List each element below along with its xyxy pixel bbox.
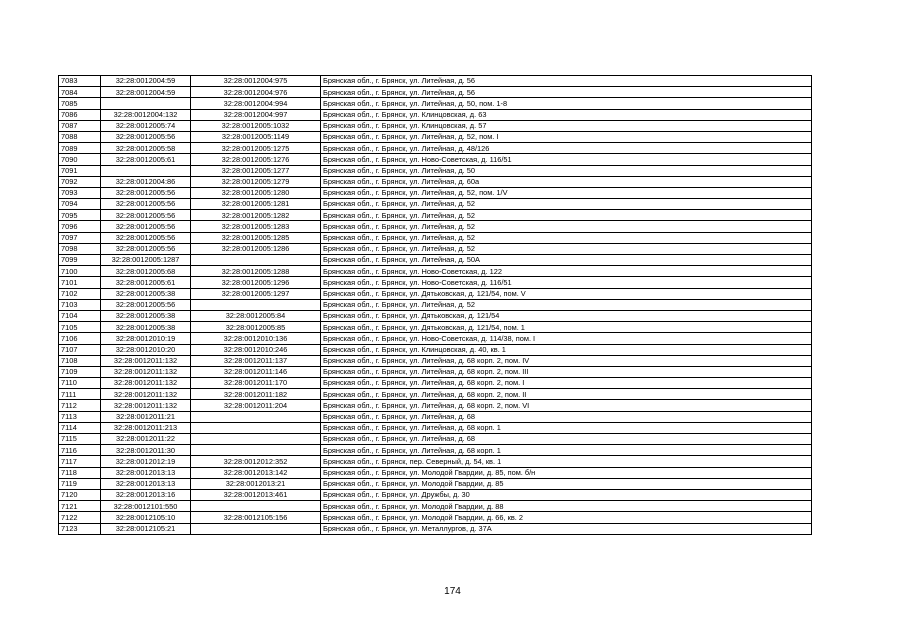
cadastral-number-cell: 32:28:0012012:352 bbox=[191, 456, 321, 467]
row-number-cell: 7095 bbox=[59, 210, 101, 221]
parent-cadastral-number-cell: 32:28:0012005:61 bbox=[101, 154, 191, 165]
row-number-cell: 7116 bbox=[59, 445, 101, 456]
cadastral-number-cell bbox=[191, 501, 321, 512]
table-row bbox=[59, 277, 812, 288]
table-row bbox=[59, 400, 812, 411]
cadastral-number-cell: 32:28:0012005:1280 bbox=[191, 187, 321, 198]
table-row bbox=[59, 389, 812, 400]
cadastral-number-cell: 32:28:0012005:1149 bbox=[191, 131, 321, 142]
table-row bbox=[59, 322, 812, 333]
parent-cadastral-number-cell: 32:28:0012005:56 bbox=[101, 131, 191, 142]
address-cell: Брянская обл., г. Брянск, ул. Литейная, д. 52, пом. 1/V bbox=[321, 187, 812, 198]
table-row bbox=[59, 333, 812, 344]
cadastral-number-cell: 32:28:0012013:21 bbox=[191, 478, 321, 489]
address-cell: Брянская обл., г. Брянск, ул. Клинцовская, д. 40, кв. 1 bbox=[321, 344, 812, 355]
table-row bbox=[59, 523, 812, 534]
parent-cadastral-number-cell: 32:28:0012004:132 bbox=[101, 109, 191, 120]
address-cell: Брянская обл., г. Брянск, ул. Дятьковская, д. 121/54, пом. 1 bbox=[321, 322, 812, 333]
row-number-cell: 7084 bbox=[59, 87, 101, 98]
address-cell: Брянская обл., г. Брянск, ул. Литейная, д. 52 bbox=[321, 243, 812, 254]
address-cell: Брянская обл., г. Брянск, ул. Молодой Гвардии, д. 66, кв. 2 bbox=[321, 512, 812, 523]
table-row bbox=[59, 478, 812, 489]
table-row bbox=[59, 411, 812, 422]
parent-cadastral-number-cell: 32:28:0012005:56 bbox=[101, 243, 191, 254]
address-cell: Брянская обл., г. Брянск, ул. Литейная, д. 68 bbox=[321, 411, 812, 422]
row-number-cell: 7104 bbox=[59, 310, 101, 321]
cadastral-number-cell: 32:28:0012105:156 bbox=[191, 512, 321, 523]
cadastral-number-cell: 32:28:0012004:997 bbox=[191, 109, 321, 120]
table-row bbox=[59, 221, 812, 232]
address-cell: Брянская обл., г. Брянск, ул. Литейная, д. 52 bbox=[321, 210, 812, 221]
address-cell: Брянская обл., г. Брянск, ул. Литейная, д. 68 корп. 1 bbox=[321, 445, 812, 456]
cadastral-number-cell: 32:28:0012004:994 bbox=[191, 98, 321, 109]
table-row bbox=[59, 288, 812, 299]
table-row bbox=[59, 143, 812, 154]
cadastral-number-cell: 32:28:0012004:976 bbox=[191, 87, 321, 98]
parent-cadastral-number-cell: 32:28:0012005:56 bbox=[101, 199, 191, 210]
parent-cadastral-number-cell: 32:28:0012105:21 bbox=[101, 523, 191, 534]
parent-cadastral-number-cell: 32:28:0012011:213 bbox=[101, 422, 191, 433]
registry-table bbox=[58, 75, 812, 535]
parent-cadastral-number-cell: 32:28:0012011:21 bbox=[101, 411, 191, 422]
cadastral-number-cell bbox=[191, 422, 321, 433]
cadastral-number-cell: 32:28:0012005:85 bbox=[191, 322, 321, 333]
parent-cadastral-number-cell: 32:28:0012105:10 bbox=[101, 512, 191, 523]
cadastral-number-cell: 32:28:0012010:136 bbox=[191, 333, 321, 344]
address-cell: Брянская обл., г. Брянск, ул. Литейная, д. 50, пом. 1-8 bbox=[321, 98, 812, 109]
row-number-cell: 7092 bbox=[59, 176, 101, 187]
cadastral-number-cell: 32:28:0012011:170 bbox=[191, 378, 321, 389]
cadastral-number-cell bbox=[191, 445, 321, 456]
table-row bbox=[59, 310, 812, 321]
table-row bbox=[59, 445, 812, 456]
row-number-cell: 7103 bbox=[59, 299, 101, 310]
address-cell: Брянская обл., г. Брянск, ул. Литейная, д. 60а bbox=[321, 176, 812, 187]
row-number-cell: 7089 bbox=[59, 143, 101, 154]
row-number-cell: 7086 bbox=[59, 109, 101, 120]
parent-cadastral-number-cell: 32:28:0012005:56 bbox=[101, 187, 191, 198]
address-cell: Брянская обл., г. Брянск, ул. Литейная, д. 52 bbox=[321, 221, 812, 232]
parent-cadastral-number-cell: 32:28:0012011:132 bbox=[101, 355, 191, 366]
address-cell: Брянская обл., г. Брянск, ул. Литейная, д. 56 bbox=[321, 76, 812, 87]
cadastral-number-cell bbox=[191, 299, 321, 310]
row-number-cell: 7100 bbox=[59, 266, 101, 277]
cadastral-number-cell bbox=[191, 411, 321, 422]
row-number-cell: 7102 bbox=[59, 288, 101, 299]
address-cell: Брянская обл., г. Брянск, ул. Литейная, д. 68 корп. 1 bbox=[321, 422, 812, 433]
cadastral-number-cell: 32:28:0012005:1277 bbox=[191, 165, 321, 176]
parent-cadastral-number-cell: 32:28:0012005:56 bbox=[101, 210, 191, 221]
table-row bbox=[59, 187, 812, 198]
address-cell: Брянская обл., г. Брянск, ул. Дятьковская, д. 121/54 bbox=[321, 310, 812, 321]
row-number-cell: 7096 bbox=[59, 221, 101, 232]
cadastral-number-cell: 32:28:0012005:1286 bbox=[191, 243, 321, 254]
row-number-cell: 7085 bbox=[59, 98, 101, 109]
cadastral-number-cell bbox=[191, 523, 321, 534]
table-row bbox=[59, 467, 812, 478]
cadastral-number-cell: 32:28:0012011:182 bbox=[191, 389, 321, 400]
table-row bbox=[59, 355, 812, 366]
parent-cadastral-number-cell: 32:28:0012012:19 bbox=[101, 456, 191, 467]
table-row bbox=[59, 131, 812, 142]
table-row bbox=[59, 434, 812, 445]
row-number-cell: 7114 bbox=[59, 422, 101, 433]
address-cell: Брянская обл., г. Брянск, ул. Ново-Советская, д. 122 bbox=[321, 266, 812, 277]
row-number-cell: 7101 bbox=[59, 277, 101, 288]
cadastral-number-cell: 32:28:0012005:84 bbox=[191, 310, 321, 321]
parent-cadastral-number-cell: 32:28:0012005:38 bbox=[101, 322, 191, 333]
cadastral-number-cell: 32:28:0012013:142 bbox=[191, 467, 321, 478]
address-cell: Брянская обл., г. Брянск, ул. Литейная, д. 68 корп. 2, пом. VI bbox=[321, 400, 812, 411]
parent-cadastral-number-cell: 32:28:0012005:56 bbox=[101, 232, 191, 243]
parent-cadastral-number-cell: 32:28:0012005:56 bbox=[101, 221, 191, 232]
table-row bbox=[59, 512, 812, 523]
parent-cadastral-number-cell: 32:28:0012005:38 bbox=[101, 288, 191, 299]
cadastral-number-cell: 32:28:0012011:146 bbox=[191, 366, 321, 377]
address-cell: Брянская обл., г. Брянск, ул. Ново-Советская, д. 114/38, пом. I bbox=[321, 333, 812, 344]
parent-cadastral-number-cell: 32:28:0012005:74 bbox=[101, 120, 191, 131]
cadastral-number-cell: 32:28:0012005:1275 bbox=[191, 143, 321, 154]
row-number-cell: 7111 bbox=[59, 389, 101, 400]
parent-cadastral-number-cell: 32:28:0012005:38 bbox=[101, 310, 191, 321]
row-number-cell: 7110 bbox=[59, 378, 101, 389]
table-row bbox=[59, 344, 812, 355]
table-row bbox=[59, 422, 812, 433]
row-number-cell: 7090 bbox=[59, 154, 101, 165]
address-cell: Брянская обл., г. Брянск, ул. Ново-Советская, д. 116/51 bbox=[321, 277, 812, 288]
row-number-cell: 7108 bbox=[59, 355, 101, 366]
table-row bbox=[59, 176, 812, 187]
cadastral-number-cell bbox=[191, 255, 321, 266]
table-row bbox=[59, 98, 812, 109]
table-row bbox=[59, 501, 812, 512]
address-cell: Брянская обл., г. Брянск, ул. Литейная, д. 52 bbox=[321, 232, 812, 243]
address-cell: Брянская обл., г. Брянск, ул. Литейная, д. 56 bbox=[321, 87, 812, 98]
address-cell: Брянская обл., г. Брянск, ул. Ново-Советская, д. 116/51 bbox=[321, 154, 812, 165]
row-number-cell: 7112 bbox=[59, 400, 101, 411]
cadastral-number-cell: 32:28:0012005:1279 bbox=[191, 176, 321, 187]
cadastral-number-cell: 32:28:0012011:137 bbox=[191, 355, 321, 366]
row-number-cell: 7121 bbox=[59, 501, 101, 512]
row-number-cell: 7087 bbox=[59, 120, 101, 131]
address-cell: Брянская обл., г. Брянск, ул. Литейная, д. 50А bbox=[321, 255, 812, 266]
parent-cadastral-number-cell: 32:28:0012011:132 bbox=[101, 366, 191, 377]
parent-cadastral-number-cell: 32:28:0012010:20 bbox=[101, 344, 191, 355]
row-number-cell: 7115 bbox=[59, 434, 101, 445]
address-cell: Брянская обл., г. Брянск, ул. Молодой Гвардии, д. 85, пом. б/н bbox=[321, 467, 812, 478]
parent-cadastral-number-cell bbox=[101, 98, 191, 109]
address-cell: Брянская обл., г. Брянск, ул. Литейная, д. 68 bbox=[321, 434, 812, 445]
row-number-cell: 7094 bbox=[59, 199, 101, 210]
address-cell: Брянская обл., г. Брянск, ул. Литейная, д. 68 корп. 2, пом. III bbox=[321, 366, 812, 377]
table-row bbox=[59, 232, 812, 243]
table-row bbox=[59, 255, 812, 266]
parent-cadastral-number-cell: 32:28:0012013:13 bbox=[101, 478, 191, 489]
cadastral-number-cell bbox=[191, 434, 321, 445]
table-row bbox=[59, 366, 812, 377]
cadastral-number-cell: 32:28:0012005:1288 bbox=[191, 266, 321, 277]
address-cell: Брянская обл., г. Брянск, ул. Клинцовская, д. 57 bbox=[321, 120, 812, 131]
parent-cadastral-number-cell: 32:28:0012011:132 bbox=[101, 400, 191, 411]
parent-cadastral-number-cell: 32:28:0012011:132 bbox=[101, 389, 191, 400]
cadastral-number-cell: 32:28:0012005:1032 bbox=[191, 120, 321, 131]
address-cell: Брянская обл., г. Брянск, пер. Северный, д. 54, кв. 1 bbox=[321, 456, 812, 467]
parent-cadastral-number-cell: 32:28:0012013:13 bbox=[101, 467, 191, 478]
row-number-cell: 7088 bbox=[59, 131, 101, 142]
parent-cadastral-number-cell: 32:28:0012004:59 bbox=[101, 87, 191, 98]
parent-cadastral-number-cell: 32:28:0012004:86 bbox=[101, 176, 191, 187]
table-row bbox=[59, 378, 812, 389]
row-number-cell: 7109 bbox=[59, 366, 101, 377]
parent-cadastral-number-cell: 32:28:0012013:16 bbox=[101, 489, 191, 500]
table-row bbox=[59, 120, 812, 131]
table-row bbox=[59, 76, 812, 87]
parent-cadastral-number-cell: 32:28:0012004:59 bbox=[101, 76, 191, 87]
cadastral-number-cell: 32:28:0012004:975 bbox=[191, 76, 321, 87]
parent-cadastral-number-cell: 32:28:0012005:61 bbox=[101, 277, 191, 288]
row-number-cell: 7119 bbox=[59, 478, 101, 489]
parent-cadastral-number-cell: 32:28:0012005:68 bbox=[101, 266, 191, 277]
parent-cadastral-number-cell: 32:28:0012005:1287 bbox=[101, 255, 191, 266]
row-number-cell: 7118 bbox=[59, 467, 101, 478]
address-cell: Брянская обл., г. Брянск, ул. Литейная, д. 68 корп. 2, пом. II bbox=[321, 389, 812, 400]
address-cell: Брянская обл., г. Брянск, ул. Литейная, д. 68 корп. 2, пом. I bbox=[321, 378, 812, 389]
table-row bbox=[59, 109, 812, 120]
row-number-cell: 7113 bbox=[59, 411, 101, 422]
parent-cadastral-number-cell: 32:28:0012010:19 bbox=[101, 333, 191, 344]
cadastral-number-cell: 32:28:0012005:1285 bbox=[191, 232, 321, 243]
row-number-cell: 7117 bbox=[59, 456, 101, 467]
address-cell: Брянская обл., г. Брянск, ул. Литейная, д. 52 bbox=[321, 299, 812, 310]
cadastral-number-cell: 32:28:0012005:1281 bbox=[191, 199, 321, 210]
row-number-cell: 7106 bbox=[59, 333, 101, 344]
parent-cadastral-number-cell bbox=[101, 165, 191, 176]
address-cell: Брянская обл., г. Брянск, ул. Литейная, д. 52 bbox=[321, 199, 812, 210]
address-cell: Брянская обл., г. Брянск, ул. Молодой Гвардии, д. 85 bbox=[321, 478, 812, 489]
row-number-cell: 7107 bbox=[59, 344, 101, 355]
table-row bbox=[59, 456, 812, 467]
row-number-cell: 7098 bbox=[59, 243, 101, 254]
address-cell: Брянская обл., г. Брянск, ул. Молодой Гвардии, д. 88 bbox=[321, 501, 812, 512]
table-row bbox=[59, 199, 812, 210]
table-row bbox=[59, 154, 812, 165]
table-row bbox=[59, 165, 812, 176]
row-number-cell: 7123 bbox=[59, 523, 101, 534]
parent-cadastral-number-cell: 32:28:0012005:58 bbox=[101, 143, 191, 154]
address-cell: Брянская обл., г. Брянск, ул. Литейная, д. 68 корп. 2, пом. IV bbox=[321, 355, 812, 366]
table-row bbox=[59, 243, 812, 254]
page-number: 174 bbox=[444, 586, 461, 597]
address-cell: Брянская обл., г. Брянск, ул. Литейная, д. 48/126 bbox=[321, 143, 812, 154]
address-cell: Брянская обл., г. Брянск, ул. Металлургов, д. 37А bbox=[321, 523, 812, 534]
row-number-cell: 7097 bbox=[59, 232, 101, 243]
cadastral-number-cell: 32:28:0012005:1276 bbox=[191, 154, 321, 165]
row-number-cell: 7099 bbox=[59, 255, 101, 266]
row-number-cell: 7083 bbox=[59, 76, 101, 87]
table-row bbox=[59, 87, 812, 98]
parent-cadastral-number-cell: 32:28:0012101:550 bbox=[101, 501, 191, 512]
parent-cadastral-number-cell: 32:28:0012005:56 bbox=[101, 299, 191, 310]
parent-cadastral-number-cell: 32:28:0012011:22 bbox=[101, 434, 191, 445]
cadastral-number-cell: 32:28:0012013:461 bbox=[191, 489, 321, 500]
row-number-cell: 7093 bbox=[59, 187, 101, 198]
address-cell: Брянская обл., г. Брянск, ул. Дятьковская, д. 121/54, пом. V bbox=[321, 288, 812, 299]
registry-table-body bbox=[59, 76, 812, 535]
parent-cadastral-number-cell: 32:28:0012011:132 bbox=[101, 378, 191, 389]
table-row bbox=[59, 210, 812, 221]
table-row bbox=[59, 299, 812, 310]
table-row bbox=[59, 266, 812, 277]
row-number-cell: 7120 bbox=[59, 489, 101, 500]
address-cell: Брянская обл., г. Брянск, ул. Дружбы, д. 30 bbox=[321, 489, 812, 500]
table-row bbox=[59, 489, 812, 500]
cadastral-number-cell: 32:28:0012005:1283 bbox=[191, 221, 321, 232]
cadastral-number-cell: 32:28:0012010:246 bbox=[191, 344, 321, 355]
cadastral-number-cell: 32:28:0012005:1296 bbox=[191, 277, 321, 288]
address-cell: Брянская обл., г. Брянск, ул. Литейная, д. 52, пом. I bbox=[321, 131, 812, 142]
row-number-cell: 7122 bbox=[59, 512, 101, 523]
address-cell: Брянская обл., г. Брянск, ул. Клинцовская, д. 63 bbox=[321, 109, 812, 120]
parent-cadastral-number-cell: 32:28:0012011:30 bbox=[101, 445, 191, 456]
cadastral-number-cell: 32:28:0012005:1297 bbox=[191, 288, 321, 299]
row-number-cell: 7105 bbox=[59, 322, 101, 333]
address-cell: Брянская обл., г. Брянск, ул. Литейная, д. 50 bbox=[321, 165, 812, 176]
cadastral-number-cell: 32:28:0012011:204 bbox=[191, 400, 321, 411]
cadastral-number-cell: 32:28:0012005:1282 bbox=[191, 210, 321, 221]
row-number-cell: 7091 bbox=[59, 165, 101, 176]
